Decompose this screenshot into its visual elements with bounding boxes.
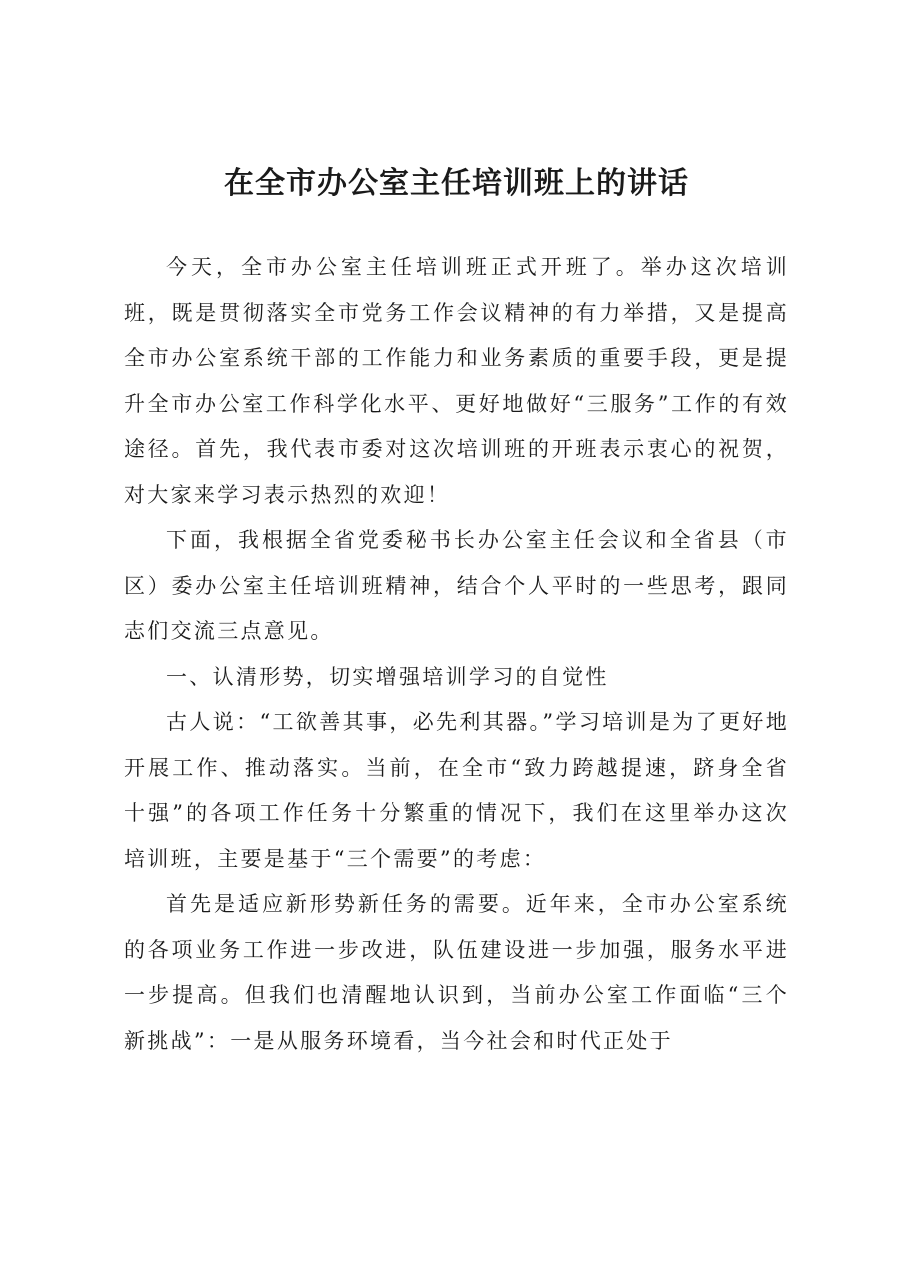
paragraph-opening: 今天，全市办公室主任培训班正式开班了。举办这次培训班，既是贯彻落实全市党务工作会议精神的有力举措，又是提高全市办公室系统干部的工作能力和业务素质的重要手段，更是提升全市办公室工作科学化水平、更好地做好“三服务”工作的有效途径。首先，我代表市委对这次培训班的开班表示衷心的祝贺，对大家来学习表示热烈的欢迎！ <box>124 255 789 507</box>
section-heading-1: 一、认清形势，切实增强培训学习的自觉性 <box>166 664 609 689</box>
paragraph-quote: 古人说：“工欲善其事，必先利其器。”学习培训是为了更好地开展工作、推动落实。当前，在全市“致力跨越提速，跻身全省十强”的各项工作任务十分繁重的情况下，我们在这里举办这次培训班，主要是基于“三个需要”的考虑： <box>124 710 789 871</box>
paragraph-intro: 下面，我根据全省党委秘书长办公室主任会议和全省县（市区）委办公室主任培训班精神，结合个人平时的一些思考，跟同志们交流三点意见。 <box>124 528 789 643</box>
document-title: 在全市办公室主任培训班上的讲话 <box>224 166 689 201</box>
document-body <box>124 245 789 1064</box>
paragraph-first-need: 首先是适应新形势新任务的需要。近年来，全市办公室系统的各项业务工作进一步改进，队伍建设进一步加强，服务水平进一步提高。但我们也清醒地认识到，当前办公室工作面临“三个新挑战”：一是从服务环境看，当今社会和时代正处于 <box>124 892 789 1053</box>
